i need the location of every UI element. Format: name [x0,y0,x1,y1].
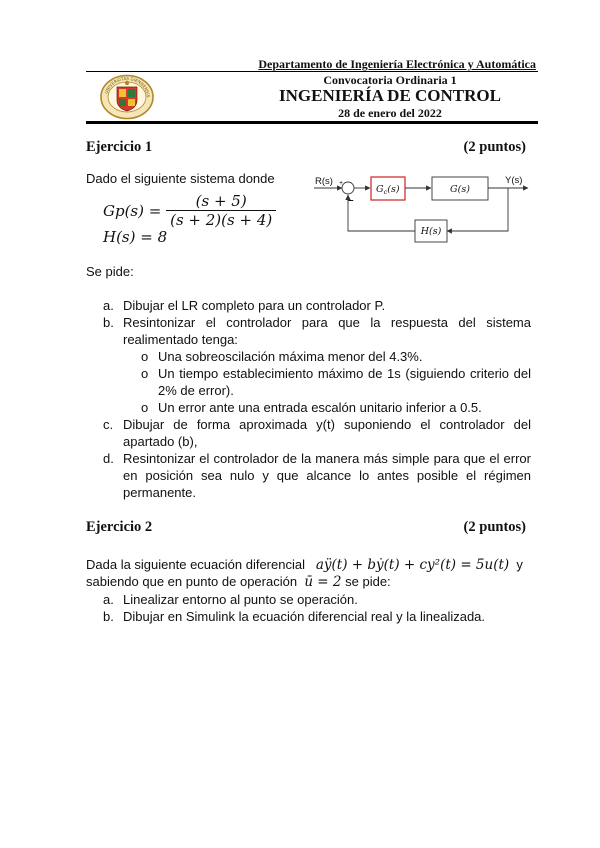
exam-date: 28 de enero del 2022 [338,106,442,120]
exercise-1-intro: Dado el siguiente sistema donde [86,171,275,186]
svg-text:UNIVERSITAS GIENNENSIS: UNIVERSITAS GIENNENSIS [103,75,152,98]
block-diagram [312,170,532,250]
gp-numerator: (s + 5) [195,192,247,210]
feedback-label: H(s) [420,226,442,237]
ask-label: Se pide: [86,264,134,279]
department-name: Departamento de Ingeniería Electrónica y Automática [258,57,536,71]
sub-list-item: o Una sobreoscilación máxima menor del 4.3%. [141,349,423,364]
plus-sign: + [339,180,344,187]
exercise-2-title: Ejercicio 2 [86,519,153,535]
exercise-2-statement-line1: Dada la siguiente ecuación diferencial aÿ(t) + bẏ(t) + cy²(t) = 5u(t) y [86,557,523,573]
sub-list-item: o Un error ante una entrada escalón unitario inferior a 0.5. [141,400,482,415]
header-rule-top [86,71,538,72]
input-label: R(s) [315,176,333,187]
summing-junction [342,182,354,194]
controller-label: $G_c(s)$ [376,184,400,196]
exercise-1-list [103,297,531,501]
list-item: c. Dibujar de forma aproximada y(t) suponiendo el controlador del apartado (b), [103,417,531,449]
header-rule-bottom [86,121,538,124]
gp-equation: Gp(s) = $\frac{(s + 5)}{(s + 2)(s + 4)}$ [103,192,276,229]
exam-call: Convocatoria Ordinaria 1 [323,73,457,87]
list-item: b. Dibujar en Simulink la ecuación diferencial real y la linealizada. [103,609,486,624]
list-item: b. Resintonizar el controlador para que la respuesta del sistema realimentado tenga: [103,315,531,347]
exercise-1-title: Ejercicio 1 [86,139,153,155]
list-item: d. Resintonizar el controlador de la manera más simple para que el error en posición sea nulo y que alcance lo antes posible el régimen permanente. [103,451,531,500]
exercise-1-points: (2 puntos) [463,139,526,155]
exercise-2-list [103,591,531,625]
exercise-2-statement-line2: sabiendo que en punto de operación ū = 2 se pide: [86,574,391,590]
plant-label: G(s) [450,184,470,195]
operating-point: ū = 2 [304,574,342,590]
subject-title: INGENIERÍA DE CONTROL [279,86,501,105]
differential-equation: aÿ(t) + bẏ(t) + cy²(t) = 5u(t) [315,557,510,573]
list-item: a. Linealizar entorno al punto se operación. [103,592,358,607]
minus-sign: – [348,195,354,206]
list-item: a. Dibujar el LR completo para un controlador P. [103,298,386,313]
university-seal [99,74,155,120]
gp-denominator: (s + 2)(s + 4) [166,210,276,229]
output-label: Y(s) [505,175,523,186]
h-equation: H(s) = 8 [103,228,168,246]
exercise-2-points: (2 puntos) [463,519,526,535]
sub-list-item: o Un tiempo establecimiento máximo de 1s (siguiendo criterio del 2% de error). [141,366,531,398]
